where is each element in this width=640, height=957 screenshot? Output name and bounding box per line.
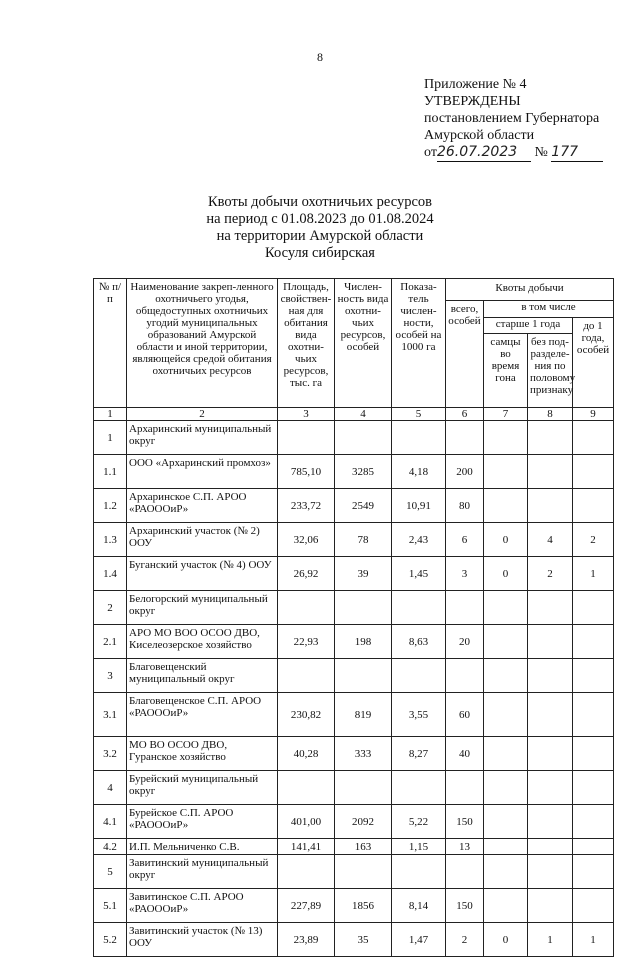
row-name: Благовещенский муниципальный округ [127,659,278,693]
row-no-division [528,591,573,625]
row-number: 2 [94,591,127,625]
row-no-division [528,737,573,771]
row-no-division [528,771,573,805]
row-name: Бурейское С.П. АРОО «РАОООиР» [127,805,278,839]
row-males: 0 [484,523,528,557]
district-row [94,855,614,889]
district-row [94,421,614,455]
table-row [94,737,614,771]
row-young [573,421,614,455]
row-males [484,889,528,923]
row-number: 4.2 [94,839,127,855]
row-total: 2 [446,923,484,957]
row-area [278,591,335,625]
row-name: АРО МО ВОО ОСОО ДВО, Киселеозерское хозяйство [127,625,278,659]
page-number: 8 [317,50,323,64]
row-no-division [528,839,573,855]
row-area: 141,41 [278,839,335,855]
row-young [573,805,614,839]
row-population: 3285 [335,455,392,489]
table-row [94,455,614,489]
column-number: 3 [278,408,335,421]
header-over-1-year: старше 1 года [484,318,573,334]
row-indicator: 8,27 [392,737,446,771]
row-indicator: 5,22 [392,805,446,839]
quota-table [93,278,614,957]
row-population: 39 [335,557,392,591]
row-area: 22,93 [278,625,335,659]
row-area: 26,92 [278,557,335,591]
row-no-division [528,659,573,693]
row-total: 60 [446,693,484,737]
row-no-division: 4 [528,523,573,557]
row-population: 198 [335,625,392,659]
row-indicator: 10,91 [392,489,446,523]
header-no-sex-division: без под-разделе-ния по половому признаку [528,334,573,408]
row-no-division [528,855,573,889]
row-males [484,489,528,523]
row-name: Бурейский муниципальный округ [127,771,278,805]
column-number: 4 [335,408,392,421]
row-males [484,855,528,889]
row-indicator [392,855,446,889]
row-name: И.П. Мельниченко С.В. [127,839,278,855]
row-total: 13 [446,839,484,855]
row-total [446,771,484,805]
header-area: Площадь, свойствен-ная для обитания вида охотни-чьих ресурсов, тыс. га [278,279,335,408]
column-number: 9 [573,408,614,421]
header-males-rut: самцы во время гона [484,334,528,408]
column-number: 1 [94,408,127,421]
row-name: Завитинский участок (№ 13) ООУ [127,923,278,957]
header-under-1-year: до 1 года, особей [573,318,614,408]
row-young [573,855,614,889]
row-no-division [528,889,573,923]
row-males [484,693,528,737]
table-row [94,923,614,957]
row-total: 150 [446,805,484,839]
row-total: 20 [446,625,484,659]
row-number: 5.2 [94,923,127,957]
table-row [94,557,614,591]
row-young [573,591,614,625]
title-line-4: Косуля сибирская [265,245,375,261]
row-males [484,839,528,855]
row-young: 1 [573,557,614,591]
row-area [278,421,335,455]
row-young [573,625,614,659]
row-number: 5.1 [94,889,127,923]
row-number: 1.1 [94,455,127,489]
row-population [335,591,392,625]
row-young [573,737,614,771]
row-area: 40,28 [278,737,335,771]
row-population: 35 [335,923,392,957]
row-young [573,659,614,693]
table-row [94,523,614,557]
row-no-division [528,421,573,455]
title-line-2: на период с 01.08.2023 до 01.08.2024 [206,211,434,227]
row-males [484,771,528,805]
column-number: 8 [528,408,573,421]
row-indicator: 1,15 [392,839,446,855]
table-row [94,889,614,923]
row-area: 32,06 [278,523,335,557]
row-population [335,659,392,693]
row-indicator: 8,63 [392,625,446,659]
district-row [94,771,614,805]
row-population: 2092 [335,805,392,839]
column-number: 7 [484,408,528,421]
row-indicator [392,771,446,805]
row-name: Благовещенское С.П. АРОО «РАОООиР» [127,693,278,737]
column-number: 2 [127,408,278,421]
handwritten-number: 177 [551,144,579,160]
title-line-1: Квоты добычи охотничьих ресурсов [208,194,432,210]
row-no-division [528,489,573,523]
row-young: 1 [573,923,614,957]
row-area [278,855,335,889]
row-name: МО ВО ОСОО ДВО, Гуранское хозяйство [127,737,278,771]
row-number: 4.1 [94,805,127,839]
row-indicator [392,659,446,693]
row-population [335,771,392,805]
row-area [278,771,335,805]
row-total: 3 [446,557,484,591]
row-area: 785,10 [278,455,335,489]
row-males [484,737,528,771]
row-number: 1 [94,421,127,455]
appendix-title: Приложение № 4 [424,77,527,92]
row-number: 3.1 [94,693,127,737]
row-name: Белогорский муниципальный округ [127,591,278,625]
district-row [94,591,614,625]
document-title [0,194,640,262]
row-name: Завитинский муниципальный округ [127,855,278,889]
table-row [94,625,614,659]
row-total: 40 [446,737,484,771]
row-number: 2.1 [94,625,127,659]
row-area: 233,72 [278,489,335,523]
row-males [484,455,528,489]
row-males: 0 [484,557,528,591]
row-males [484,659,528,693]
row-indicator: 2,43 [392,523,446,557]
row-area: 23,89 [278,923,335,957]
row-number: 1.2 [94,489,127,523]
row-area: 227,89 [278,889,335,923]
row-name: Завитинское С.П. АРОО «РАОООиР» [127,889,278,923]
row-total [446,591,484,625]
row-young [573,489,614,523]
row-number: 4 [94,771,127,805]
number-prefix: № [534,145,548,160]
date-prefix: от [424,145,437,160]
row-number: 5 [94,855,127,889]
district-row [94,659,614,693]
table-row [94,489,614,523]
row-males [484,421,528,455]
row-no-division: 2 [528,557,573,591]
row-males: 0 [484,923,528,957]
row-total [446,659,484,693]
row-young [573,771,614,805]
row-no-division [528,455,573,489]
quota-table-body [94,421,614,957]
row-population [335,421,392,455]
row-number: 3 [94,659,127,693]
header-population: Числен-ность вида охотни-чьих ресурсов, особей [335,279,392,408]
row-no-division [528,805,573,839]
date-number-line [424,144,634,162]
row-population: 78 [335,523,392,557]
row-no-division: 1 [528,923,573,957]
row-indicator: 3,55 [392,693,446,737]
row-name: Буганский участок (№ 4) ООУ [127,557,278,591]
row-indicator [392,421,446,455]
row-population: 819 [335,693,392,737]
row-total: 150 [446,889,484,923]
approved-label: УТВЕРЖДЕНЫ [424,94,521,109]
row-males [484,625,528,659]
row-population: 1856 [335,889,392,923]
row-young [573,693,614,737]
row-indicator: 8,14 [392,889,446,923]
row-males [484,591,528,625]
table-row [94,693,614,737]
row-indicator: 1,45 [392,557,446,591]
row-total [446,855,484,889]
appendix-block [424,76,634,162]
row-young [573,889,614,923]
row-total: 200 [446,455,484,489]
column-number: 6 [446,408,484,421]
row-number: 3.2 [94,737,127,771]
row-name: Архаринский участок (№ 2) ООУ [127,523,278,557]
row-indicator [392,591,446,625]
header-indicator: Показа-тель числен-ности, особей на 1000 га [392,279,446,408]
row-total: 6 [446,523,484,557]
row-indicator: 4,18 [392,455,446,489]
row-area: 401,00 [278,805,335,839]
header-name: Наименование закреп-ленного охотничьего угодья, общедоступных охотничьих угодий муниципальных образований Амурской области и иной территории, являющейся средой обитания охотничьих ресурсов [127,279,278,408]
table-row [94,839,614,855]
row-total [446,421,484,455]
row-young: 2 [573,523,614,557]
row-number: 1.3 [94,523,127,557]
resolution-line: постановлением Губернатора [424,111,600,126]
row-males [484,805,528,839]
row-name: Архаринское С.П. АРОО «РАОООиР» [127,489,278,523]
handwritten-date: 26.07.2023 [436,144,518,160]
header-quota-group: Квоты добычи [446,279,614,301]
row-population: 163 [335,839,392,855]
column-number-row [94,408,614,421]
row-area [278,659,335,693]
row-population [335,855,392,889]
column-number: 5 [392,408,446,421]
region-line: Амурской области [424,128,535,143]
row-population: 2549 [335,489,392,523]
header-num: № п/п [94,279,127,408]
row-population: 333 [335,737,392,771]
row-young [573,455,614,489]
title-line-3: на территории Амурской области [216,228,424,244]
row-name: Архаринский муниципальный округ [127,421,278,455]
row-no-division [528,693,573,737]
table-row [94,805,614,839]
row-no-division [528,625,573,659]
header-total: всего, особей [446,301,484,408]
row-name: ООО «Архаринский промхоз» [127,455,278,489]
row-number: 1.4 [94,557,127,591]
row-young [573,839,614,855]
row-area: 230,82 [278,693,335,737]
row-indicator: 1,47 [392,923,446,957]
header-including: в том числе [484,301,614,318]
row-total: 80 [446,489,484,523]
